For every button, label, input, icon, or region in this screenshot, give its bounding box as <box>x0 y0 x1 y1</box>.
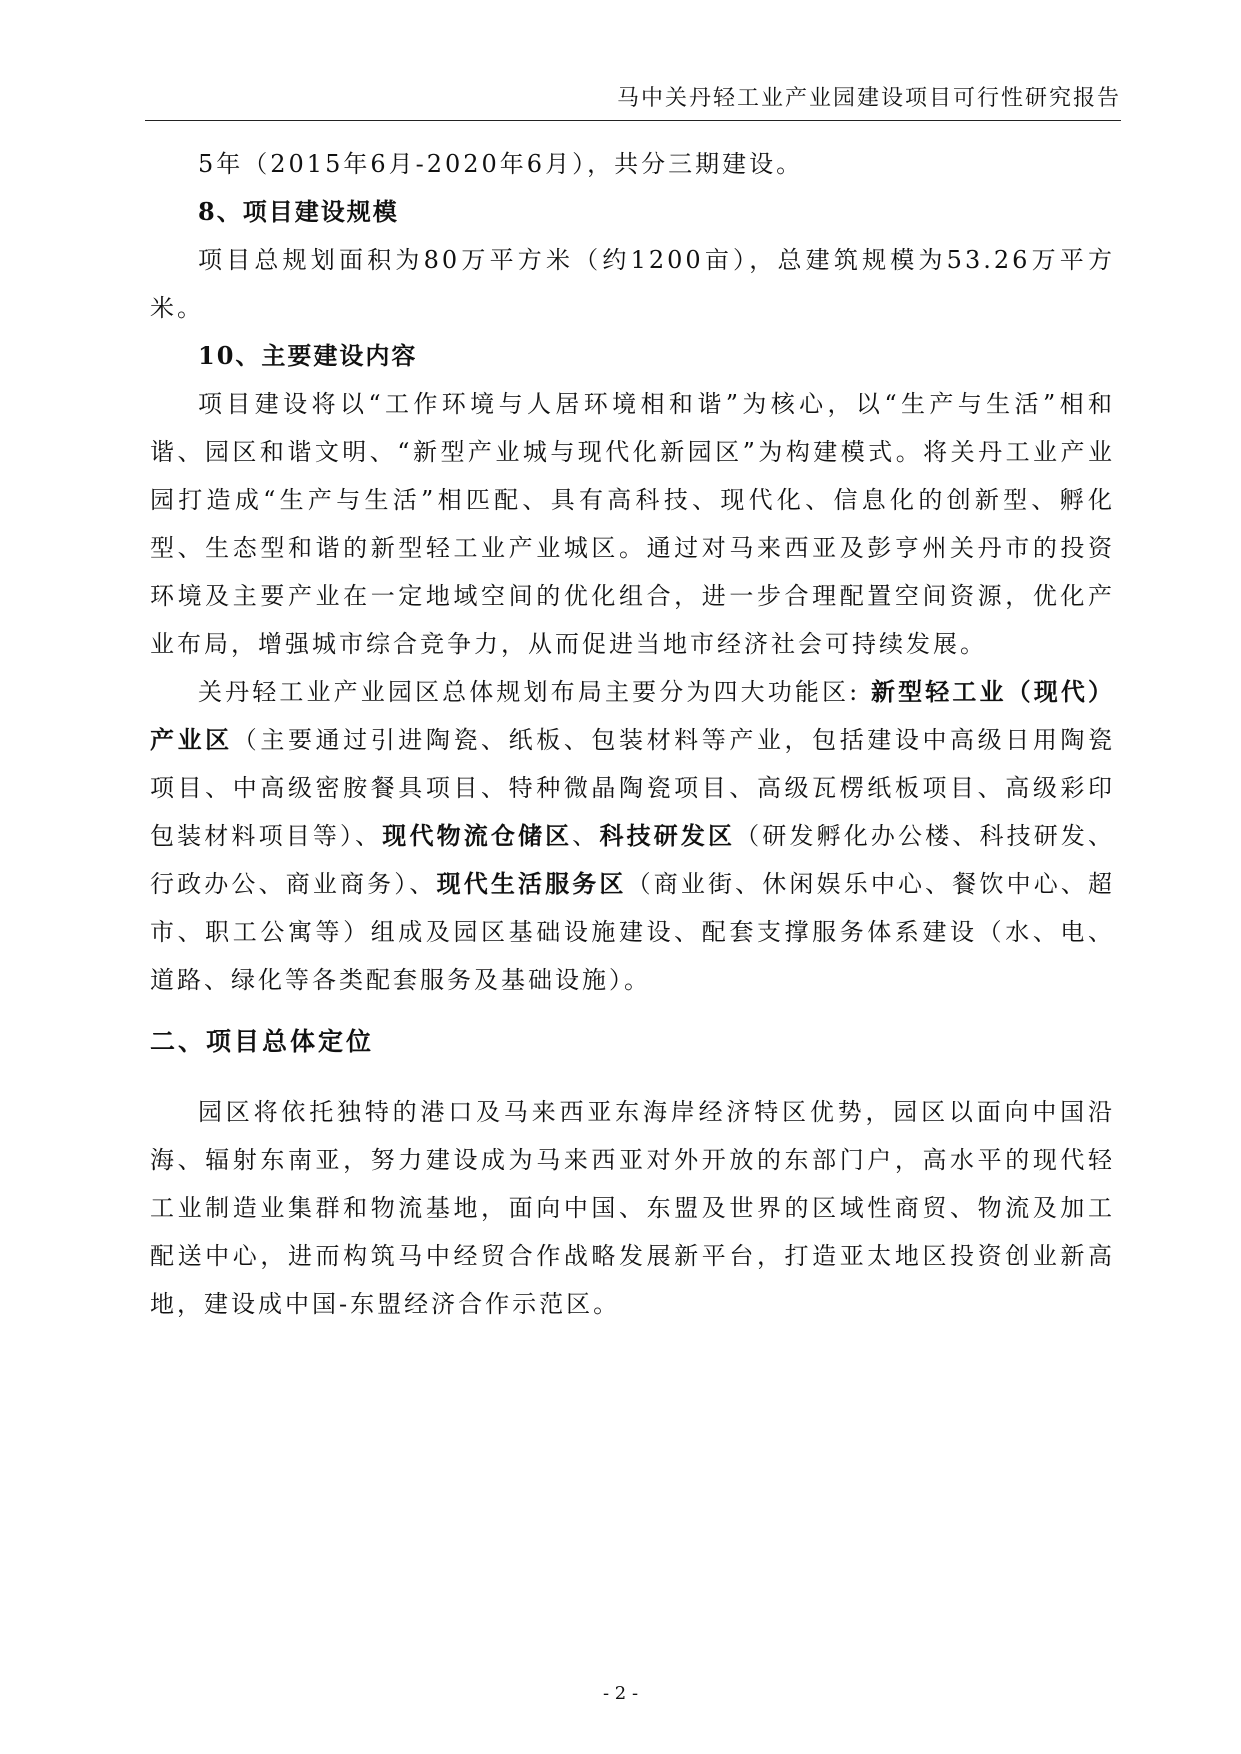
running-header <box>145 82 1121 121</box>
paragraph-functional-zones <box>150 668 1115 1004</box>
zones-intro: 关丹轻工业产业园区总体规划布局主要分为四大功能区: <box>198 678 871 706</box>
paragraph-scale: 项目总规划面积为80万平方米（约1200亩），总建筑规模为53.26万平方米。 <box>150 246 1115 322</box>
section-heading-positioning: 二、项目总体定位 <box>150 1027 375 1056</box>
page-number: - 2 - <box>602 1683 639 1704</box>
page-body <box>150 140 1115 1328</box>
paragraph-positioning: 园区将依托独特的港口及马来西亚东海岸经济特区优势，园区以面向中国沿海、辐射东南亚，努力建设成为马来西亚对外开放的东部门户，高水平的现代轻工业制造业集群和物流基地，面向中国、东盟及世界的区域性商贸、物流及加工配送中心，进而构筑马中经贸合作战略发展新平台，打造亚太地区投资创业新高地，建设成中国-东盟经济合作示范区。 <box>150 1098 1115 1318</box>
zone-light-industry: 新型轻工业（现代）产业区 <box>150 677 1116 754</box>
report-title: 马中关丹轻工业产业园建设项目可行性研究报告 <box>616 86 1121 111</box>
zones-text-5: （商业街、休闲娱乐中心、餐饮中心、超市、职工公寓等）组成及园区基础设施建设、配套支撑服务体系建设（水、电、道路、绿化等各类配套服务及基础设施）。 <box>150 870 1116 994</box>
paragraph-schedule: 5年（2015年6月-2020年6月），共分三期建设。 <box>198 150 804 178</box>
zone-logistics: 现代物流仓储区 <box>382 821 573 850</box>
zones-text-3: 、 <box>572 822 600 850</box>
paragraph-construction-mode: 项目建设将以“工作环境与人居环境相和谐”为核心，以“生产与生活”相和谐、园区和谐文明、“新型产业城与现代化新园区”为构建模式。将关丹工业产业园打造成“生产与生活”相匹配、具有高科技、现代化、信息化的创新型、孵化型、生态型和谐的新型轻工业产业城区。通过对马来西亚及彭亨州关丹市的投资环境及主要产业在一定地域空间的优化组合，进一步合理配置空间资源，优化产业布局，增强城市综合竞争力，从而促进当地市经济社会可持续发展。 <box>150 390 1115 658</box>
heading-project-scale: 8、项目建设规模 <box>198 197 399 226</box>
zones-text-4: （研发孵化办公楼、科技研发、行政办公、商业商务）、 <box>150 822 1116 898</box>
zone-living-services: 现代生活服务区 <box>436 869 627 898</box>
zones-text-2: （主要通过引进陶瓷、纸板、包装材料等产业，包括建设中高级日用陶瓷项目、中高级密胺餐具项目、特种微晶陶瓷项目、高级瓦楞纸板项目、高级彩印包装材料项目等）、 <box>150 726 1115 850</box>
heading-main-content: 10、主要建设内容 <box>198 341 418 370</box>
zone-rnd: 科技研发区 <box>599 821 736 850</box>
